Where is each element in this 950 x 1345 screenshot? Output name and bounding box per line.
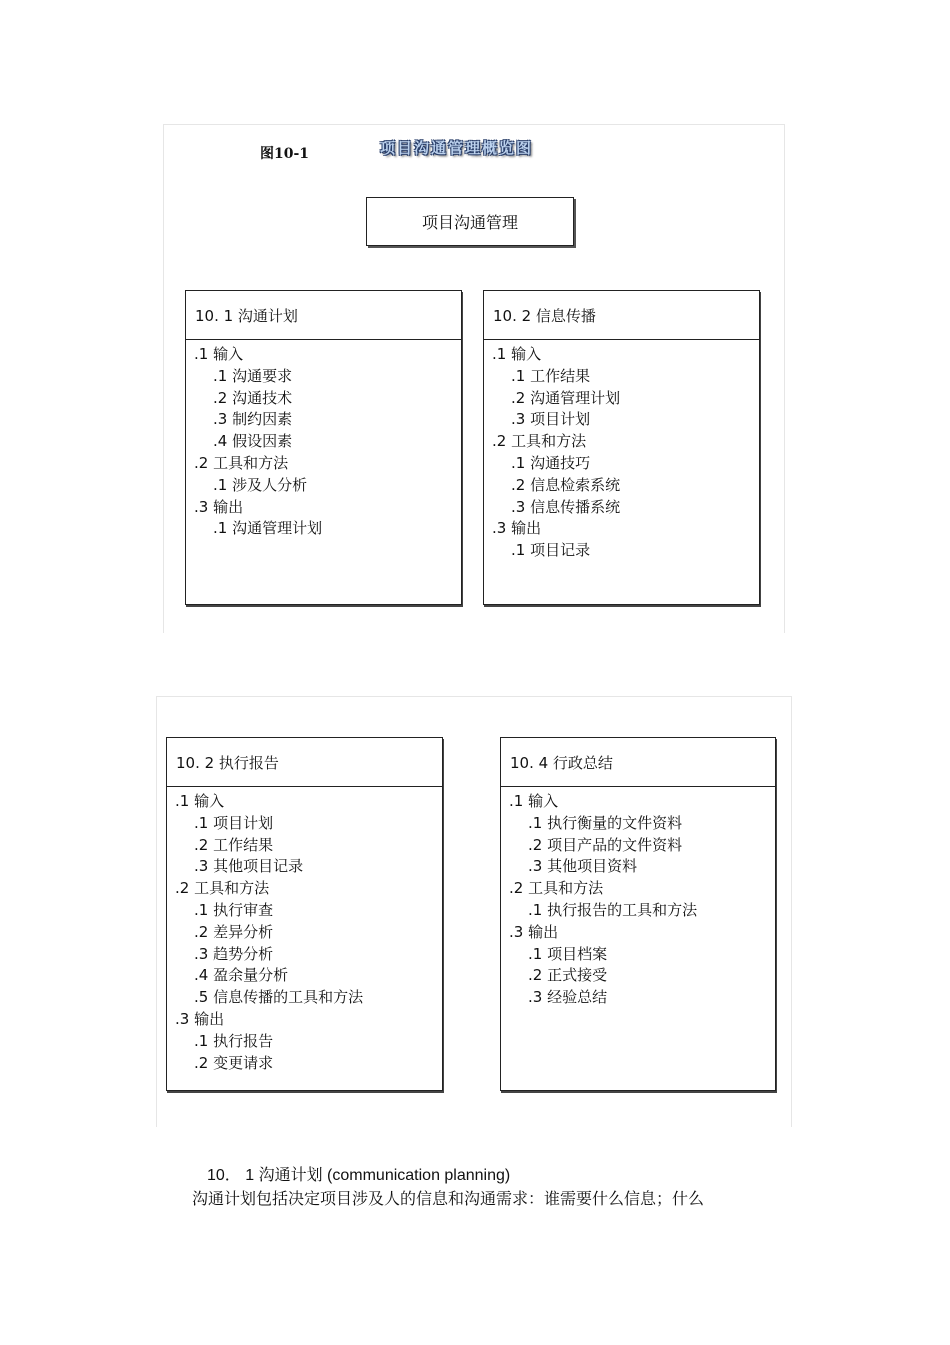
figure-continued: [156, 696, 792, 1127]
process-sub-item: .2 信息检索系统: [511, 475, 621, 494]
process-box-body: [501, 787, 775, 1009]
process-sub-item: .1 执行报告的工具和方法: [528, 900, 698, 919]
process-group-item: .3 输出: [194, 497, 244, 516]
process-group-item: .3 输出: [175, 1009, 225, 1028]
process-box-title: 10. 1 沟通计划: [186, 291, 461, 340]
figure-label: 图10-1: [260, 146, 310, 162]
process-sub-item: .1 沟通技巧: [511, 453, 591, 472]
process-sub-item: .3 制约因素: [213, 410, 293, 429]
process-sub-item: .2 工作结果: [194, 835, 274, 854]
process-sub-item: .1 涉及人分析: [213, 475, 308, 494]
process-box-title: 10. 2 执行报告: [167, 738, 442, 787]
process-box-body: [484, 340, 759, 562]
process-sub-item: .3 其他项目记录: [194, 857, 304, 876]
process-box-title: 10. 4 行政总结: [501, 738, 775, 787]
process-sub-item: .1 执行报告: [194, 1031, 274, 1050]
section-heading: 10． 1 沟通计划 (communication planning): [207, 1167, 511, 1184]
process-sub-item: .3 经验总结: [528, 988, 608, 1007]
main-process-box: 项目沟通管理: [366, 197, 574, 246]
process-sub-item: .2 差异分析: [194, 922, 274, 941]
process-group-item: .3 输出: [509, 922, 559, 941]
process-group-item: .2 工具和方法: [509, 879, 604, 898]
process-group-item: .1 输入: [492, 345, 542, 363]
process-box-communication-planning: [185, 290, 462, 605]
process-sub-item: .4 盈余量分析: [194, 966, 289, 985]
process-sub-item: .1 工作结果: [511, 366, 591, 385]
process-group-item: .3 输出: [492, 519, 542, 538]
process-sub-item: .3 其他项目资料: [528, 857, 638, 876]
process-box-body: [167, 787, 442, 1074]
process-box-title: 10. 2 信息传播: [484, 291, 759, 340]
process-sub-item: .3 趋势分析: [194, 944, 274, 963]
process-sub-item: .5 信息传播的工具和方法: [194, 988, 364, 1007]
process-box-body: [186, 340, 461, 540]
process-group-item: .2 工具和方法: [175, 879, 270, 898]
process-sub-item: .2 项目产品的文件资料: [528, 835, 683, 854]
process-group-item: .2 工具和方法: [194, 453, 289, 472]
figure-title: 项目沟通管理概览图: [380, 139, 534, 157]
process-box-information-distribution: [483, 290, 760, 605]
process-sub-item: .1 沟通管理计划: [213, 519, 323, 538]
process-sub-item: .1 执行衡量的文件资料: [528, 813, 683, 832]
process-sub-item: .2 沟通管理计划: [511, 388, 621, 407]
process-sub-item: .1 项目档案: [528, 944, 608, 963]
figure-communication-overview: [163, 124, 785, 633]
body-paragraph: 沟通计划包括决定项目涉及人的信息和沟通需求：谁需要什么信息；什么: [192, 1191, 705, 1208]
process-sub-item: .2 正式接受: [528, 966, 608, 985]
process-sub-item: .2 沟通技术: [213, 388, 293, 407]
process-group-item: .1 输入: [194, 345, 244, 363]
process-sub-item: .3 信息传播系统: [511, 497, 621, 516]
process-group-item: .2 工具和方法: [492, 432, 587, 451]
process-sub-item: .3 项目计划: [511, 410, 591, 429]
process-group-item: .1 输入: [175, 792, 225, 810]
process-group-item: .1 输入: [509, 792, 559, 810]
process-sub-item: .1 执行审查: [194, 900, 274, 919]
process-sub-item: .1 沟通要求: [213, 366, 293, 385]
process-sub-item: .2 变更请求: [194, 1053, 274, 1072]
process-box-administrative-closure: [500, 737, 776, 1091]
process-sub-item: .4 假设因素: [213, 432, 293, 451]
process-sub-item: .1 项目计划: [194, 813, 274, 832]
process-box-performance-reporting: [166, 737, 443, 1091]
process-sub-item: .1 项目记录: [511, 541, 591, 560]
